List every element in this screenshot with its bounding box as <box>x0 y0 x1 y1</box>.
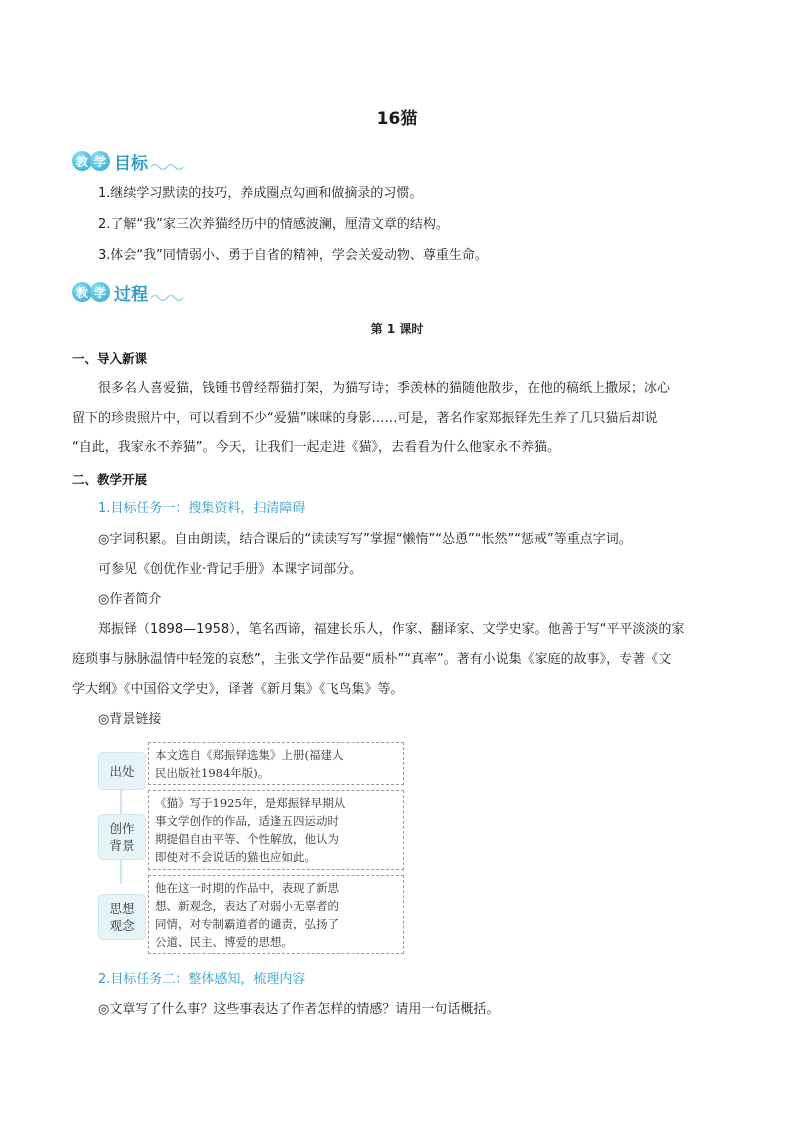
author-heading: ◎作者简介 <box>98 592 162 607</box>
author-line: 学大纲》《中国俗文学史》，译著《新月集》《飞鸟集》等。 <box>72 682 404 697</box>
source-box: 本文选自《郑振铎选集》上册(福建人 民出版社1984年版)。 <box>148 742 404 785</box>
wave-decoration-icon <box>150 292 184 302</box>
tag-ideas: 思想 观念 <box>98 894 146 940</box>
creation-background-box: 《猫》写于1925年，是郑振铎早期从 事文学创作的作品，适逢五四运动时 期提倡自由平等、个性解放，他认为 即使对不会说话的猫也应如此。 <box>148 790 404 870</box>
intro-heading: 一、导入新课 <box>72 351 148 366</box>
author-line: 庭琐事与脉脉温情中轻笼的哀愁”，主张文学作品要“质朴”“真率”。著有小说集《家庭的故事》，专著《文 <box>72 652 672 667</box>
develop-heading: 二、教学开展 <box>72 472 148 487</box>
ideas-box: 他在这一时期的作品中，表现了新思 想、新观念，表达了对弱小无辜者的 同情，对专制霸道者的谴责，弘扬了 公道、民主、博爱的思想。 <box>148 875 404 954</box>
background-diagram <box>98 740 410 956</box>
objective-item: 3.体会“我”同情弱小、勇于自省的精神，学会关爱动物、尊重生命。 <box>98 248 488 263</box>
background-heading: ◎背景链接 <box>98 712 162 727</box>
objective-item: 2.了解“我”家三次养猫经历中的情感波澜，厘清文章的结构。 <box>98 217 449 232</box>
vocab-line: 可参见《创优作业·背记手册》本课字词部分。 <box>98 562 363 577</box>
objectives-header <box>72 146 184 176</box>
teaching-badge-icon: 教 学 <box>72 282 108 302</box>
task-one-heading: 1.目标任务一：搜集资料，扫清障碍 <box>98 501 306 516</box>
process-header <box>72 277 184 307</box>
author-line: 郑振铎（1898—1958），笔名西谛，福建长乐人，作家、翻译家、文学史家。他善于写“平平淡淡的家 <box>98 622 685 637</box>
connector-line <box>120 858 122 884</box>
intro-line: 很多名人喜爱猫，钱锺书曾经帮猫打架，为猫写诗；季羡林的猫随他散步，在他的稿纸上撒尿；冰心 <box>98 381 671 396</box>
process-label: 过程 <box>114 284 148 305</box>
page-title: 16猫 <box>376 109 418 129</box>
tag-source: 出处 <box>98 752 146 790</box>
teaching-badge-icon: 教 学 <box>72 151 108 171</box>
summary-question: ◎文章写了什么事？这些事表达了作者怎样的情感？请用一句话概括。 <box>98 1002 500 1017</box>
wave-decoration-icon <box>150 161 184 171</box>
lesson-heading: 第 1 课时 <box>370 322 424 336</box>
intro-line: “自此，我家永不养猫”。今天，让我们一起走进《猫》，去看看为什么他家永不养猫。 <box>72 440 560 455</box>
vocab-line: ◎字词积累。自由朗读，结合课后的“读读写写”掌握“懒惰”“怂恿”“怅然”“惩戒”等重点字词。 <box>98 532 632 547</box>
task-two-heading: 2.目标任务二：整体感知，梳理内容 <box>98 972 306 987</box>
objective-item: 1.继续学习默读的技巧，养成圈点勾画和做摘录的习惯。 <box>98 186 423 201</box>
tag-creation-background: 创作 背景 <box>98 814 146 860</box>
intro-line: 留下的珍贵照片中，可以看到不少“爱猫”咪咪的身影……可是，著名作家郑振铎先生养了几只猫后却说 <box>72 411 658 426</box>
objectives-label: 目标 <box>114 153 148 174</box>
